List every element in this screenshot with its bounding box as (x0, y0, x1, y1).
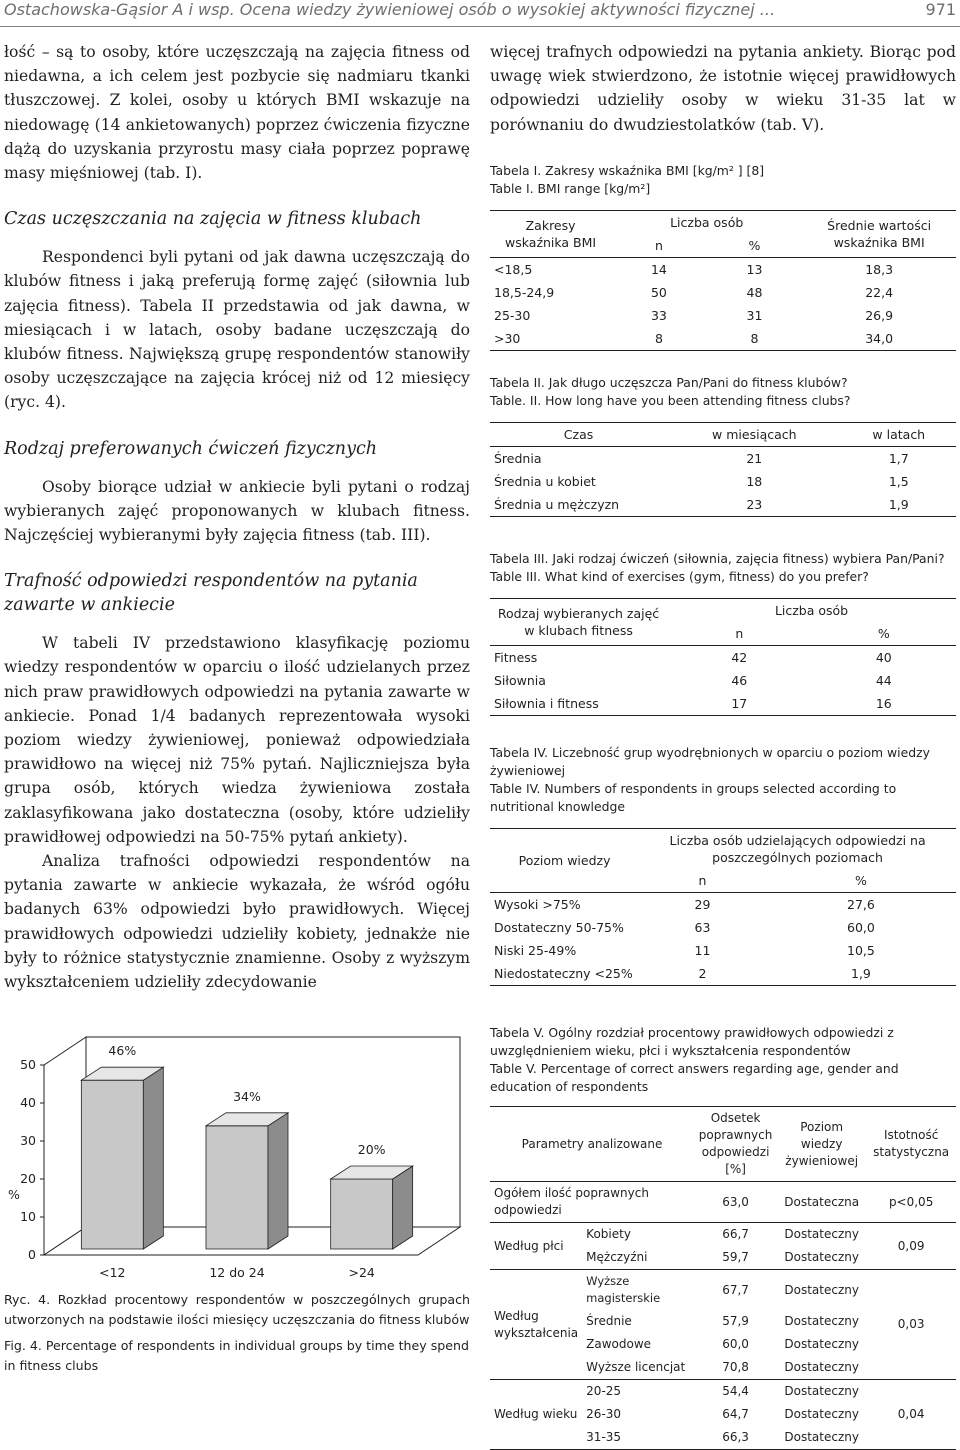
table-row (490, 327, 956, 351)
table-header: % (707, 234, 803, 258)
table-cell: 10,5 (847, 943, 875, 958)
figure-4-caption (4, 1290, 470, 1376)
section-heading: Czas uczęszczania na zajęcia w fitness klubach (4, 209, 422, 230)
right-column (490, 40, 956, 137)
paragraph: Analiza trafności odpowiedzi respondentów na pytania zawarte w ankiecie wykazała, że wśród ogółu badanych 63% odpowiedzi było prawidłowych. Więcej prawidłowych odpowiedzi udzieliły kobiety, jednakże nie były to różnice statystycznie znamienne. Osoby z wyższym wykształceniem udzieliły zdecydowanie (4, 852, 470, 992)
table-cell: 1,9 (842, 493, 956, 517)
paragraph: Respondenci byli pytani od jak dawna uczęszczają do klubów fitness i jaką preferują formę zajęć (siłownia lub zajęcia fitness). Tabela II przedstawia od jak dawna, w miesiącach i w latach, osoby badane uczęszczają do klubów fitness. Największą grupę respondentów stanowiły osoby uczęszczające na zajęcia krócej niż od 12 miesięcy (ryc. 4). (4, 248, 470, 412)
table-cell: 1,5 (888, 474, 909, 489)
x-category-label: 12 do 24 (209, 1265, 265, 1280)
figure-caption-en: Fig. 4. Percentage of respondents in individual groups by time they spend in fitness clubs (4, 1338, 470, 1373)
table-cell: 18,5-24,9 (494, 285, 555, 300)
table-cell: 31-35 (582, 1426, 694, 1450)
table-2-caption-pl: Tabela II. Jak długo uczęszcza Pan/Pani do fitness klubów? (490, 375, 848, 390)
table-cell: p<0,05 (866, 1182, 956, 1223)
table-cell: 54,4 (722, 1384, 749, 1398)
table-cell: 66,7 (722, 1227, 749, 1241)
running-header (4, 0, 956, 22)
table-cell: Według wieku (490, 1380, 582, 1450)
table-cell: Dostateczna (777, 1182, 866, 1223)
table-cell: 21 (746, 451, 763, 466)
table-5-caption-en: Table V. Percentage of correct answers regarding age, gender and education of respondents (490, 1061, 899, 1094)
table-cell: 42 (731, 650, 748, 665)
y-tick-label: 30 (20, 1133, 36, 1148)
table-cell: 40 (875, 650, 892, 665)
table-cell: 67,7 (722, 1282, 749, 1297)
table-header: Parametry analizowane (490, 1107, 694, 1182)
table-2-block (490, 374, 956, 517)
table-5 (490, 1106, 956, 1450)
table-header: % (766, 869, 956, 893)
table-cell: 8 (611, 327, 707, 351)
table-2 (490, 422, 956, 517)
table-cell: Siłownia (494, 673, 546, 688)
bar-value-label: 46% (108, 1043, 137, 1059)
table-cell: 20-25 (586, 1384, 622, 1398)
table-1-caption-en: Table I. BMI range [kg/m²] (490, 181, 651, 196)
table-cell: Wysoki >75% (494, 897, 581, 912)
left-column (4, 40, 470, 994)
table-cell: Dostateczny (784, 1337, 859, 1351)
running-header-title: Ostachowska-Gąsior A i wsp. Ocena wiedzy żywieniowej osób o wysokiej aktywności fizycznej ... (4, 0, 776, 19)
table-cell: 1,7 (888, 451, 909, 466)
table-cell: Dostateczny (784, 1282, 859, 1297)
table-cell: 22,4 (865, 285, 894, 300)
table-cell: 60,0 (722, 1337, 749, 1351)
table-cell: 8 (707, 327, 803, 351)
table-header: Liczba osób (611, 211, 802, 235)
table-cell: 64,7 (722, 1407, 749, 1421)
table-cell: Dostateczny (777, 1356, 866, 1380)
table-cell: Kobiety (586, 1227, 631, 1241)
table-cell: Według wykształcenia (490, 1270, 582, 1380)
table-cell: Dostateczny (784, 1314, 859, 1328)
table-cell: Siłownia i fitness (490, 692, 667, 716)
table-cell: >30 (490, 327, 611, 351)
table-cell: Zawodowe (586, 1337, 652, 1351)
table-cell: 0,03 (866, 1270, 956, 1380)
table-row (490, 470, 956, 493)
table-cell: 0,09 (866, 1223, 956, 1270)
table-cell: Niski 25-49% (494, 943, 577, 958)
figure-caption-pl: Ryc. 4. Rozkład procentowy respondentów w poszczególnych grupach utworzonych na podstawie ilości miesięcy uczęszczania do fitness klubów (4, 1292, 470, 1327)
table-cell: 50 (650, 285, 667, 300)
y-tick-label: 40 (20, 1095, 36, 1110)
table-cell: Dostateczny (777, 1246, 866, 1270)
table-3-caption-en: Table III. What kind of exercises (gym, fitness) do you prefer? (490, 569, 869, 584)
table-1-block (490, 162, 956, 351)
table-5-caption-pl: Tabela V. Ogólny rozdział procentowy prawidłowych odpowiedzi z uwzględnieniem wieku, płci i wykształcenia respondentów (490, 1025, 894, 1058)
table-cell: 59,7 (694, 1246, 777, 1270)
paragraph: więcej trafnych odpowiedzi na pytania ankiety. Biorąc pod uwagę wiek stwierdzono, że istotnie więcej prawidłowych odpowiedzi udzieliły osoby w wieku 31-35 lat w porównaniu do dwudziestolatków (tab. V). (490, 43, 956, 134)
header-rule (0, 26, 960, 27)
table-cell: Dostateczny (784, 1384, 859, 1398)
table-cell: Średnia u mężczyzn (490, 493, 667, 517)
table-4-caption-pl: Tabela IV. Liczebność grup wyodrębnionych w oparciu o poziom wiedzy żywieniowej (490, 745, 930, 778)
table-cell: 2 (639, 962, 766, 986)
table-row (490, 1223, 956, 1247)
table-cell: 31 (746, 308, 763, 323)
table-header: Liczba osób udzielających odpowiedzi na poszczególnych poziomach (639, 829, 956, 870)
table-header: n (611, 234, 707, 258)
table-header: Czas (490, 423, 667, 447)
table-header: Poziom wiedzy (490, 829, 639, 893)
bar-side (268, 1113, 288, 1249)
table-cell: 44 (875, 673, 892, 688)
table-row (490, 939, 956, 962)
table-cell: Średnie (586, 1314, 632, 1328)
table-header: w miesiącach (667, 423, 841, 447)
table-row (490, 1270, 956, 1311)
table-row (490, 692, 956, 716)
bar-value-label: 20% (357, 1142, 386, 1157)
table-cell: Niedostateczny <25% (490, 962, 639, 986)
paragraph: W tabeli IV przedstawiono klasyfikację poziomu wiedzy respondentów w oparciu o ilość udzielanych przez nich praw prawidłowych odpowiedzi na pytania zawarte w ankiecie. Ponad 1/4 badanych reprezentowała wysoki poziom wiedzy żywieniowej, ponieważ odpowiedziała prawidłowo na więcej niż 75% pytań. Najliczniejsza była grupa osób, których wiedza żywieniowa została zaklasyfikowana jako dostateczna (osoby, które udzieliły prawidłowej odpowiedzi na 50-75% pytań ankiety). (4, 634, 470, 846)
table-cell: 34,0 (802, 327, 956, 351)
y-tick-label: 10 (20, 1209, 36, 1224)
table-cell: Średnia u kobiet (494, 474, 596, 489)
y-axis-label: % (8, 1187, 20, 1202)
table-cell: Wyższe magisterskie (586, 1274, 661, 1305)
table-cell: 1,9 (766, 962, 956, 986)
bar-side (143, 1067, 163, 1249)
table-cell: 29 (694, 897, 711, 912)
section-heading: Trafność odpowiedzi respondentów na pytania zawarte w ankiecie (4, 571, 418, 616)
table-4-caption-en: Table IV. Numbers of respondents in groups selected according to nutritional knowledge (490, 781, 897, 814)
table-header: Poziom wiedzy żywieniowej (777, 1107, 866, 1182)
table-cell: 18,3 (865, 262, 894, 277)
bar-front (81, 1080, 143, 1249)
table-cell: Dostateczny (777, 1426, 866, 1450)
table-header: % (812, 622, 956, 646)
x-category-label: >24 (348, 1265, 375, 1280)
page-number: 971 (925, 0, 956, 19)
table-row (490, 493, 956, 517)
table-cell: 57,9 (722, 1314, 749, 1328)
table-header: Rodzaj wybieranych zajęć w klubach fitness (490, 599, 667, 646)
y-tick-label: 50 (20, 1057, 36, 1072)
table-4-block (490, 744, 956, 986)
table-cell: Dostateczny (784, 1227, 859, 1241)
table-cell: Ogółem ilość poprawnych odpowiedzi (490, 1182, 694, 1223)
table-row (490, 669, 956, 692)
table-3-caption-pl: Tabela III. Jaki rodzaj ćwiczeń (siłownia, zajęcia fitness) wybiera Pan/Pani? (490, 551, 945, 566)
table-cell: 33 (650, 308, 667, 323)
table-2-caption-en: Table. II. How long have you been attending fitness clubs? (490, 393, 851, 408)
table-cell: 0,04 (866, 1380, 956, 1450)
table-cell: Mężczyźni (582, 1246, 694, 1270)
table-cell: 63,0 (694, 1182, 777, 1223)
table-cell: 46 (731, 673, 748, 688)
table-row (490, 916, 956, 939)
table-cell: 25-30 (494, 308, 531, 323)
table-row (490, 1380, 956, 1404)
section-heading: Rodzaj preferowanych ćwiczeń fizycznych (4, 438, 378, 459)
table-header: n (667, 622, 811, 646)
table-header: w latach (842, 423, 956, 447)
table-cell: 23 (667, 493, 841, 517)
table-header: Istotność statystyczna (866, 1107, 956, 1182)
table-row (490, 893, 956, 917)
table-cell: 63 (694, 920, 711, 935)
table-cell: Wyższe licencjat (582, 1356, 694, 1380)
table-row (490, 1182, 956, 1223)
table-cell: 16 (812, 692, 956, 716)
table-cell: 13 (746, 262, 763, 277)
table-1 (490, 210, 956, 351)
figure-4-chart (0, 1015, 480, 1311)
x-category-label: <12 (99, 1265, 126, 1280)
table-row (490, 447, 956, 471)
bar-front (206, 1126, 268, 1249)
table-cell: 11 (694, 943, 711, 958)
table-row (490, 281, 956, 304)
table-cell: 70,8 (694, 1356, 777, 1380)
table-row (490, 258, 956, 282)
table-3-block (490, 550, 956, 716)
table-cell: Fitness (494, 650, 538, 665)
table-4 (490, 828, 956, 986)
table-header: Odsetek poprawnych odpowiedzi [%] (694, 1107, 777, 1182)
table-cell: 26,9 (865, 308, 894, 323)
table-cell: 48 (746, 285, 763, 300)
table-cell: 18 (746, 474, 763, 489)
table-cell: <18,5 (494, 262, 533, 277)
paragraph: Osoby biorące udział w ankiecie byli pytani o rodzaj wybieranych zajęć proponowanych w klubach fitness. Najczęściej wybieranymi były zajęcia fitness (tab. III). (4, 477, 470, 545)
table-header: n (639, 869, 766, 893)
table-5-block (490, 1024, 956, 1450)
table-cell: 27,6 (847, 897, 875, 912)
table-cell: 14 (650, 262, 667, 277)
table-cell: Dostateczny (784, 1407, 859, 1421)
y-tick-label: 20 (20, 1171, 36, 1186)
table-3 (490, 598, 956, 716)
table-cell: Według płci (490, 1223, 582, 1270)
table-cell: 17 (667, 692, 811, 716)
chart-side-wall (44, 1037, 86, 1255)
table-header: Średnie wartości wskaźnika BMI (802, 211, 956, 258)
table-row (490, 646, 956, 670)
bar-side (393, 1166, 413, 1249)
bar-value-label: 34% (233, 1088, 261, 1104)
table-row (490, 962, 956, 986)
bar-front (331, 1179, 393, 1249)
table-cell: Dostateczny 50-75% (494, 920, 624, 935)
table-cell: 66,3 (694, 1426, 777, 1450)
paragraph: łość – są to osoby, które uczęszczają na zajęcia fitness od niedawna, a ich celem jest pozbycie się nadmiaru tkanki tłuszczowej. Z kolei, osoby u których BMI wskazuje na niedowagę (14 ankietowanych) poprzez ćwiczenia fizyczne dążą do uzyskania przyrostu masy ciała poprzez poprawę masy mięśniowej (tab. I). (4, 43, 470, 183)
table-cell: 60,0 (847, 920, 875, 935)
table-cell: 26-30 (586, 1407, 622, 1421)
table-header: Liczba osób (667, 599, 956, 623)
y-tick-label: 0 (28, 1247, 36, 1262)
table-row (490, 304, 956, 327)
table-header: Zakresy wskaźnika BMI (490, 211, 611, 258)
table-1-caption-pl: Tabela I. Zakresy wskaźnika BMI [kg/m² ] [8] (490, 163, 765, 178)
table-cell: Średnia (494, 451, 542, 466)
